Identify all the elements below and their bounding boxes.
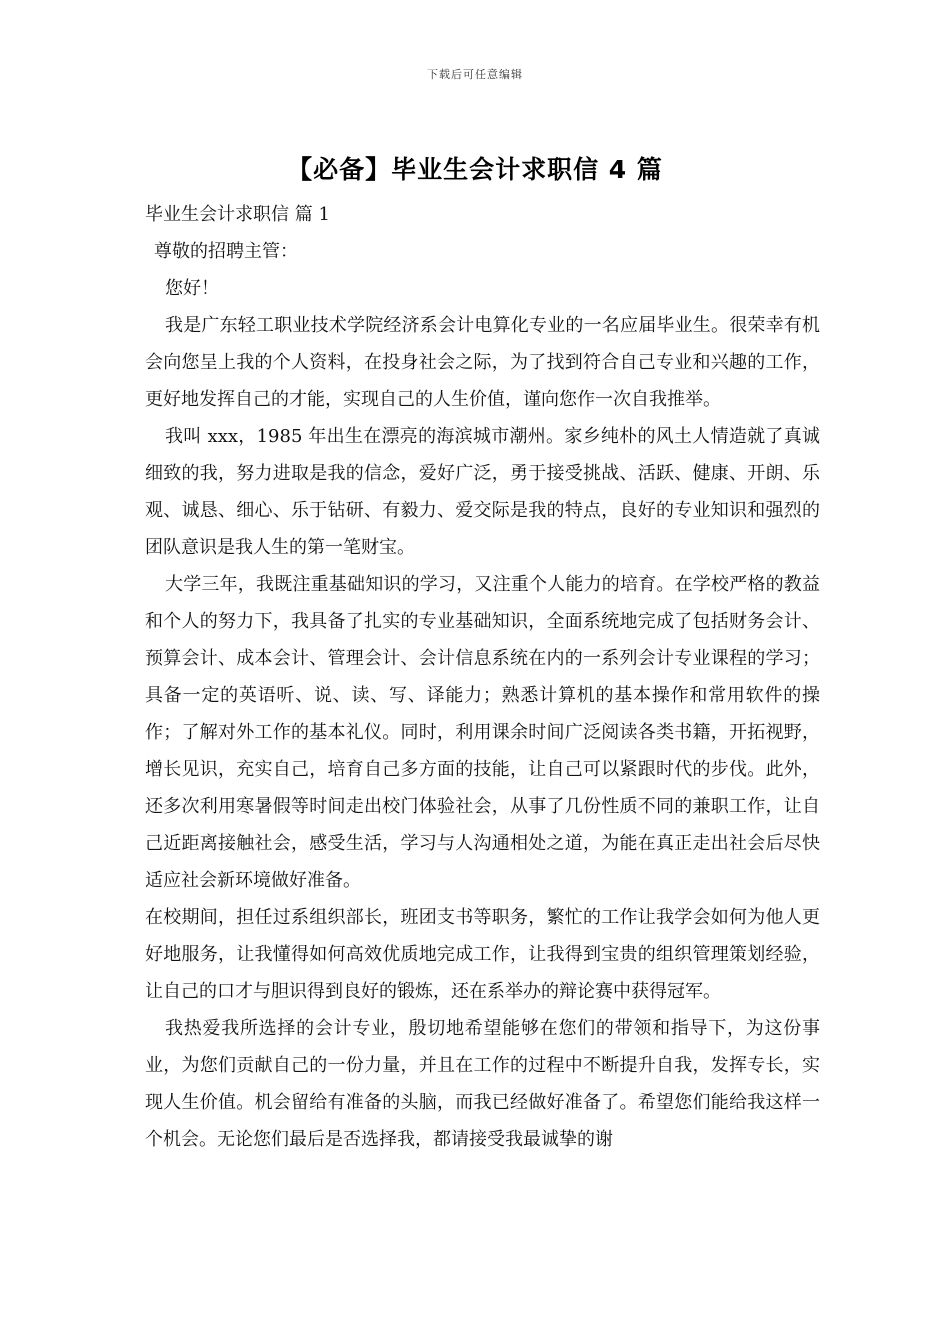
paragraph-study: 大学三年，我既注重基础知识的学习，又注重个人能力的培育。在学校严格的教益和个人的努力下，我具备了扎实的专业基础知识，全面系统地完成了包括财务会计、预算会计、成本会计、管理会计、会计信息系统在内的一系列会计专业课程的学习；具备一定的英语听、说、读、写、译能力；熟悉计算机的基本操作和常用软件的操作；了解对外工作的基本礼仪。同时，利用课余时间广泛阅读各类书籍，开拓视野，增长见识，充实自己，培育自己多方面的技能，让自己可以紧跟时代的步伐。此外，还多次利用寒暑假等时间走出校门体验社会，从事了几份性质不同的兼职工作，让自己近距离接触社会，感受生活，学习与人沟通相处之道，为能在真正走出社会后尽快适应社会新环境做好准备。 [145,574,820,891]
greeting: 您好！ [165,278,219,299]
paragraph-campus: 在校期间，担任过系组织部长，班团支书等职务，繁忙的工作让我学会如何为他人更好地服务，让我懂得如何高效优质地完成工作，让我得到宝贵的组织管理策划经验，让自己的口才与胆识得到良好的锻炼，还在系举办的辩论赛中获得冠军。 [145,907,820,1002]
header-note: 下载后可任意编辑 [427,68,523,81]
paragraph-self: 我叫 xxx，1985 年出生在漂亮的海滨城市潮州。家乡纯朴的风土人情造就了真诚细致的我，努力进取是我的信念，爱好广泛，勇于接受挑战、活跃、健康、开朗、乐观、诚恳、细心、乐于钻研、有毅力、爱交际是我的特点，良好的专业知识和强烈的团队意识是我人生的第一笔财宝。 [145,426,820,558]
letter-body [145,196,820,1158]
document-title: 【必备】毕业生会计求职信 4 篇 [287,155,663,184]
paragraph-intro: 我是广东轻工职业技术学院经济系会计电算化专业的一名应届毕业生。很荣幸有机会向您呈上我的个人资料，在投身社会之际，为了找到符合自己专业和兴趣的工作，更好地发挥自己的才能，实现自己的人生价值，谨向您作一次自我推举。 [145,315,820,410]
salutation: 尊敬的招聘主管： [154,241,298,262]
paragraph-closing: 我热爱我所选择的会计专业，殷切地希望能够在您们的带领和指导下，为这份事业，为您们贡献自己的一份力量，并且在工作的过程中不断提升自我，发挥专长，实现人生价值。机会留给有准备的头脑，而我已经做好准备了。希望您们能给我这样一个机会。无论您们最后是否选择我，都请接受我最诚挚的谢 [145,1018,820,1150]
section-subtitle: 毕业生会计求职信 篇 1 [145,204,330,225]
